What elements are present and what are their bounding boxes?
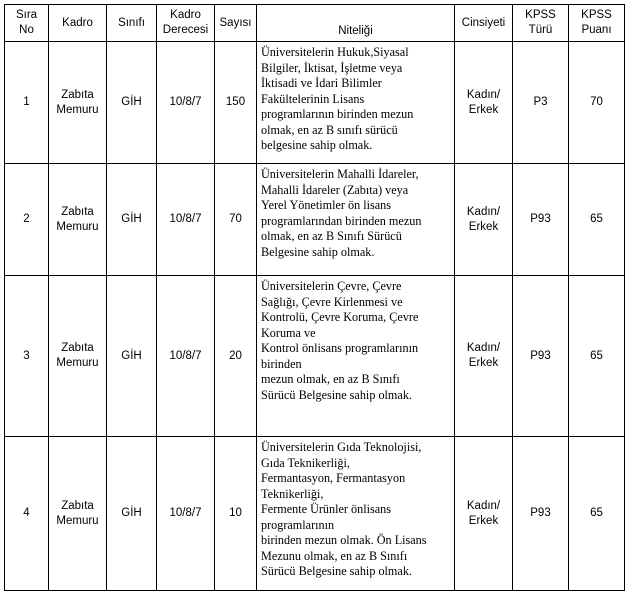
- cell-kadro-line: Memuru: [56, 514, 99, 527]
- cell-kpss-puani: 65: [569, 276, 625, 437]
- cell-niteligi: [257, 164, 455, 276]
- niteligi-line: Fakültelerinin Lisans: [261, 91, 365, 106]
- cell-cinsiyeti-line: Erkek: [468, 357, 499, 369]
- cell-cinsiyeti-line: Kadın/: [466, 205, 501, 218]
- header-kadro: Kadro: [49, 5, 107, 42]
- niteligi-line: programlarının: [261, 517, 335, 532]
- cell-kadro-line: Memuru: [56, 357, 99, 369]
- cell-kpss-puani: 65: [569, 437, 625, 591]
- cell-sinifi: GİH: [107, 164, 157, 276]
- cell-kadro-derecesi: 10/8/7: [157, 276, 215, 437]
- niteligi-line: belgesine sahip olmak.: [261, 138, 373, 152]
- table-row: [5, 164, 625, 276]
- niteligi-line: programlarından birinden mezun: [261, 213, 422, 228]
- niteligi-line: olmak, en az B sınıfı sürücü: [261, 122, 398, 137]
- header-kadro-derecesi-line-2: Derecesi: [162, 24, 209, 36]
- niteligi-line: Belgesine sahip olmak.: [261, 244, 375, 259]
- cell-sira-no: 3: [5, 276, 49, 437]
- cell-kpss-turu: P93: [513, 437, 569, 591]
- niteligi-line: Sağlığı, Çevre Kirlenmesi ve: [261, 294, 403, 309]
- niteligi-line: birinden mezun olmak. Ön Lisans: [261, 533, 427, 547]
- cell-kpss-turu: P93: [513, 276, 569, 437]
- cell-niteligi: [257, 42, 455, 164]
- cell-cinsiyeti: [455, 276, 513, 437]
- cell-cinsiyeti: [455, 437, 513, 591]
- cell-cinsiyeti-line: Kadın/: [466, 342, 501, 354]
- niteligi-line: Kontrol önlisans programlarının: [261, 341, 419, 355]
- cell-kadro-line: Zabıta: [61, 499, 94, 512]
- cell-niteligi: [257, 276, 455, 437]
- niteligi-line: Fermantasyon, Fermantasyon: [261, 471, 406, 485]
- cell-sira-no: 4: [5, 437, 49, 591]
- cell-sayisi: 10: [215, 437, 257, 591]
- niteligi-line: Fermente Ürünler önlisans: [261, 502, 391, 516]
- niteligi-line: Teknikerliği,: [261, 486, 324, 501]
- niteligi-line: Sürücü Belgesine sahip olmak.: [261, 564, 412, 578]
- niteligi-line: Sürücü Belgesine sahip olmak.: [261, 387, 412, 402]
- cell-cinsiyeti-line: Kadın/: [466, 499, 501, 512]
- niteligi-line: Üniversitelerin Çevre, Çevre: [261, 279, 402, 293]
- table-row: [5, 276, 625, 437]
- cell-cinsiyeti-line: Kadın/: [466, 88, 501, 101]
- niteligi-line: İktisadi ve İdari Bilimler: [261, 76, 382, 90]
- header-kpss-puani-line-1: KPSS: [581, 9, 612, 21]
- header-kadro-derecesi-line-1: Kadro: [170, 9, 201, 21]
- header-sinifi: Sınıfı: [107, 5, 157, 42]
- header-kpss-puani: [569, 5, 625, 42]
- niteligi-line: birinden: [261, 356, 302, 371]
- cell-niteligi: [257, 437, 455, 591]
- table-header-row: [5, 5, 625, 42]
- header-cinsiyeti: Cinsiyeti: [455, 5, 513, 42]
- niteligi-line: programlarının birinden mezun: [261, 107, 414, 121]
- cell-cinsiyeti-line: Erkek: [468, 514, 499, 527]
- cell-kadro: [49, 164, 107, 276]
- cell-kadro-derecesi: 10/8/7: [157, 164, 215, 276]
- niteligi-line: Üniversitelerin Hukuk,Siyasal: [261, 45, 409, 59]
- niteligi-line: Koruma ve: [261, 325, 316, 340]
- cell-sinifi: GİH: [107, 437, 157, 591]
- table-row: [5, 437, 625, 591]
- cell-kpss-puani: 70: [569, 42, 625, 164]
- niteligi-line: Kontrolü, Çevre Koruma, Çevre: [261, 310, 419, 324]
- cell-sayisi: 20: [215, 276, 257, 437]
- cell-kpss-puani: 65: [569, 164, 625, 276]
- cell-sayisi: 70: [215, 164, 257, 276]
- cell-kadro: [49, 276, 107, 437]
- cell-kadro-line: Memuru: [56, 220, 99, 233]
- cell-sinifi: GİH: [107, 42, 157, 164]
- cell-kadro-line: Memuru: [56, 103, 99, 116]
- cell-kpss-turu: P3: [513, 42, 569, 164]
- cell-cinsiyeti-line: Erkek: [468, 220, 499, 233]
- header-kadro-derecesi: [157, 5, 215, 42]
- niteligi-line: Bilgiler, İktisat, İşletme veya: [261, 60, 403, 75]
- cell-cinsiyeti: [455, 164, 513, 276]
- cell-cinsiyeti-line: Erkek: [468, 103, 499, 116]
- cell-kadro-line: Zabıta: [61, 205, 94, 218]
- cell-kadro-line: Zabıta: [61, 342, 94, 354]
- niteligi-line: Gıda Teknikerliği,: [261, 455, 350, 470]
- header-niteligi: Niteliği: [257, 5, 455, 42]
- cell-kadro-line: Zabıta: [61, 88, 94, 101]
- kadro-table: [4, 4, 625, 591]
- cell-sira-no: 2: [5, 164, 49, 276]
- cell-kpss-turu: P93: [513, 164, 569, 276]
- cell-sinifi: GİH: [107, 276, 157, 437]
- header-kpss-turu: [513, 5, 569, 42]
- cell-kadro: [49, 437, 107, 591]
- cell-kadro: [49, 42, 107, 164]
- niteligi-line: olmak, en az B Sınıfı Sürücü: [261, 229, 402, 243]
- niteligi-line: Üniversitelerin Gıda Teknolojisi,: [261, 440, 422, 454]
- table-row: [5, 42, 625, 164]
- niteligi-line: Mahalli İdareler (Zabıta) veya: [261, 182, 409, 197]
- header-kpss-puani-line-2: Puanı: [581, 24, 612, 36]
- cell-kadro-derecesi: 10/8/7: [157, 437, 215, 591]
- header-kpss-turu-line-1: KPSS: [525, 9, 556, 21]
- niteligi-line: Mezunu olmak, en az B Sınıfı: [261, 548, 408, 563]
- niteligi-line: Üniversitelerin Mahalli İdareler,: [261, 167, 419, 181]
- cell-kadro-derecesi: 10/8/7: [157, 42, 215, 164]
- cell-cinsiyeti: [455, 42, 513, 164]
- cell-sayisi: 150: [215, 42, 257, 164]
- niteligi-line: mezun olmak, en az B Sınıfı: [261, 372, 400, 386]
- header-sayisi: Sayısı: [215, 5, 257, 42]
- header-sira-no: Sıra No: [5, 5, 49, 42]
- header-kpss-turu-line-2: Türü: [528, 24, 553, 36]
- niteligi-line: Yerel Yönetimler ön lisans: [261, 198, 391, 212]
- cell-sira-no: 1: [5, 42, 49, 164]
